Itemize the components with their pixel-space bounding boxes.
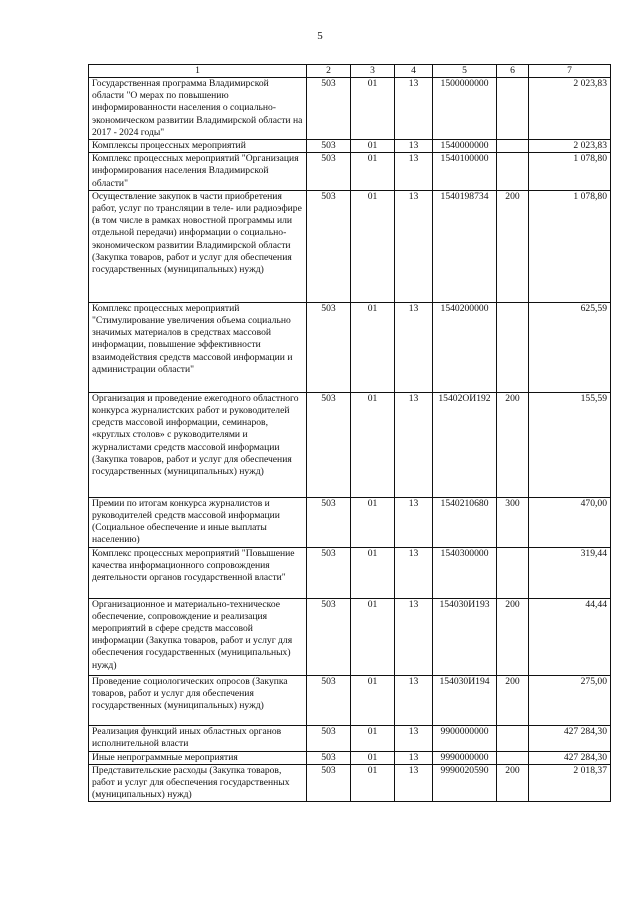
row-name: Премии по итогам конкурса журналистов и руководителей средств массовой информации (Социальное обеспечение и иные выплаты населению) — [89, 497, 307, 547]
row-amount: 427 284,30 — [529, 751, 611, 764]
row-target-article: 1540000000 — [433, 140, 497, 153]
row-name: Комплекс процессных мероприятий "Стимулирование увеличения объема социально значимых материалов в средствах массовой информации, повышение эффективности взаимодействия средств массовой информации и администрации области" — [89, 302, 307, 392]
column-header: 7 — [529, 65, 611, 78]
row-amount: 427 284,30 — [529, 725, 611, 751]
row-code: 503 — [307, 751, 351, 764]
row-subsection: 13 — [395, 302, 433, 392]
row-code: 503 — [307, 725, 351, 751]
row-target-article: 1540300000 — [433, 547, 497, 598]
row-expense-type: 300 — [497, 497, 529, 547]
row-code: 503 — [307, 497, 351, 547]
row-expense-type — [497, 153, 529, 191]
row-section: 01 — [351, 764, 395, 802]
row-section: 01 — [351, 153, 395, 191]
row-subsection: 13 — [395, 78, 433, 140]
row-target-article: 154030И194 — [433, 675, 497, 725]
row-code: 503 — [307, 392, 351, 497]
row-subsection: 13 — [395, 190, 433, 302]
row-target-article: 9900000000 — [433, 725, 497, 751]
table-row — [89, 764, 611, 802]
column-header: 2 — [307, 65, 351, 78]
row-amount: 470,00 — [529, 497, 611, 547]
table-row — [89, 725, 611, 751]
row-target-article: 9990000000 — [433, 751, 497, 764]
row-expense-type: 200 — [497, 675, 529, 725]
row-target-article: 154030И193 — [433, 598, 497, 675]
row-name: Организация и проведение ежегодного областного конкурса журналистских работ и руководителей средств массовой информации, семинаров, «круглых столов» с руководителями и журналистами средств массовой информации (Закупка товаров, работ и услуг для обеспечения государственных (муниципальных) нужд) — [89, 392, 307, 497]
row-subsection: 13 — [395, 675, 433, 725]
row-name: Государственная программа Владимирской области "О мерах по повышению информированности населения о социально-экономическом развитии Владимирской области на 2017 - 2024 годы" — [89, 78, 307, 140]
row-name: Комплекс процессных мероприятий "Повышение качества информационного сопровождения деятельности органов государственной власти" — [89, 547, 307, 598]
row-amount: 275,00 — [529, 675, 611, 725]
row-expense-type — [497, 725, 529, 751]
row-subsection: 13 — [395, 751, 433, 764]
row-section: 01 — [351, 598, 395, 675]
row-section: 01 — [351, 497, 395, 547]
table-row — [89, 598, 611, 675]
row-name: Комплекс процессных мероприятий "Организация информирования населения Владимирской области" — [89, 153, 307, 191]
table-row — [89, 675, 611, 725]
row-subsection: 13 — [395, 140, 433, 153]
row-expense-type — [497, 302, 529, 392]
row-target-article: 1540210680 — [433, 497, 497, 547]
table-row — [89, 392, 611, 497]
table-row — [89, 153, 611, 191]
row-amount: 2 018,37 — [529, 764, 611, 802]
row-amount: 625,59 — [529, 302, 611, 392]
row-subsection: 13 — [395, 153, 433, 191]
table-row — [89, 547, 611, 598]
row-subsection: 13 — [395, 547, 433, 598]
row-amount: 1 078,80 — [529, 153, 611, 191]
row-section: 01 — [351, 302, 395, 392]
row-name: Организационное и материально-техническое обеспечение, сопровождение и реализация мероприятий в сфере средств массовой информации (Закупка товаров, работ и услуг для обеспечения государственных (муниципальных) нужд) — [89, 598, 307, 675]
row-expense-type — [497, 78, 529, 140]
row-section: 01 — [351, 725, 395, 751]
row-expense-type — [497, 140, 529, 153]
column-header: 6 — [497, 65, 529, 78]
row-code: 503 — [307, 302, 351, 392]
row-name: Проведение социологических опросов (Закупка товаров, работ и услуг для обеспечения государственных (муниципальных) нужд) — [89, 675, 307, 725]
row-amount: 44,44 — [529, 598, 611, 675]
row-amount: 319,44 — [529, 547, 611, 598]
row-expense-type — [497, 751, 529, 764]
row-code: 503 — [307, 190, 351, 302]
row-code: 503 — [307, 140, 351, 153]
row-target-article: 1540200000 — [433, 302, 497, 392]
row-section: 01 — [351, 547, 395, 598]
row-code: 503 — [307, 675, 351, 725]
row-code: 503 — [307, 547, 351, 598]
table-row — [89, 78, 611, 140]
row-name: Иные непрограммные мероприятия — [89, 751, 307, 764]
column-header: 3 — [351, 65, 395, 78]
row-amount: 2 023,83 — [529, 140, 611, 153]
row-name: Комплексы процессных мероприятий — [89, 140, 307, 153]
row-expense-type: 200 — [497, 598, 529, 675]
column-header: 5 — [433, 65, 497, 78]
row-expense-type: 200 — [497, 190, 529, 302]
row-section: 01 — [351, 675, 395, 725]
row-subsection: 13 — [395, 497, 433, 547]
row-name: Реализация функций иных областных органов исполнительной власти — [89, 725, 307, 751]
row-code: 503 — [307, 764, 351, 802]
row-section: 01 — [351, 140, 395, 153]
row-target-article: 1500000000 — [433, 78, 497, 140]
row-target-article: 15402ОИ192 — [433, 392, 497, 497]
row-code: 503 — [307, 78, 351, 140]
table-header-row — [89, 65, 611, 78]
row-subsection: 13 — [395, 725, 433, 751]
row-expense-type: 200 — [497, 392, 529, 497]
page-number: 5 — [317, 30, 323, 42]
table-row — [89, 140, 611, 153]
row-target-article: 1540100000 — [433, 153, 497, 191]
row-section: 01 — [351, 190, 395, 302]
row-amount: 1 078,80 — [529, 190, 611, 302]
row-code: 503 — [307, 153, 351, 191]
row-expense-type: 200 — [497, 764, 529, 802]
table-row — [89, 302, 611, 392]
row-section: 01 — [351, 78, 395, 140]
column-header: 4 — [395, 65, 433, 78]
row-target-article: 9990020590 — [433, 764, 497, 802]
row-expense-type — [497, 547, 529, 598]
table-row — [89, 751, 611, 764]
table-row — [89, 497, 611, 547]
row-code: 503 — [307, 598, 351, 675]
row-subsection: 13 — [395, 598, 433, 675]
row-name: Представительские расходы (Закупка товаров, работ и услуг для обеспечения государственных (муниципальных) нужд) — [89, 764, 307, 802]
row-amount: 2 023,83 — [529, 78, 611, 140]
row-amount: 155,59 — [529, 392, 611, 497]
row-subsection: 13 — [395, 764, 433, 802]
row-target-article: 1540198734 — [433, 190, 497, 302]
row-section: 01 — [351, 392, 395, 497]
budget-table — [88, 64, 611, 802]
column-header: 1 — [89, 65, 307, 78]
row-name: Осуществление закупок в части приобретения работ, услуг по трансляции в теле- или радиоэфире (в том числе в рамках новостной программы или отдельной передачи) информации о социально-экономическом развитии Владимирской области (Закупка товаров, работ и услуг для обеспечения государственных (муниципальных) нужд) — [89, 190, 307, 302]
row-subsection: 13 — [395, 392, 433, 497]
table-row — [89, 190, 611, 302]
row-section: 01 — [351, 751, 395, 764]
